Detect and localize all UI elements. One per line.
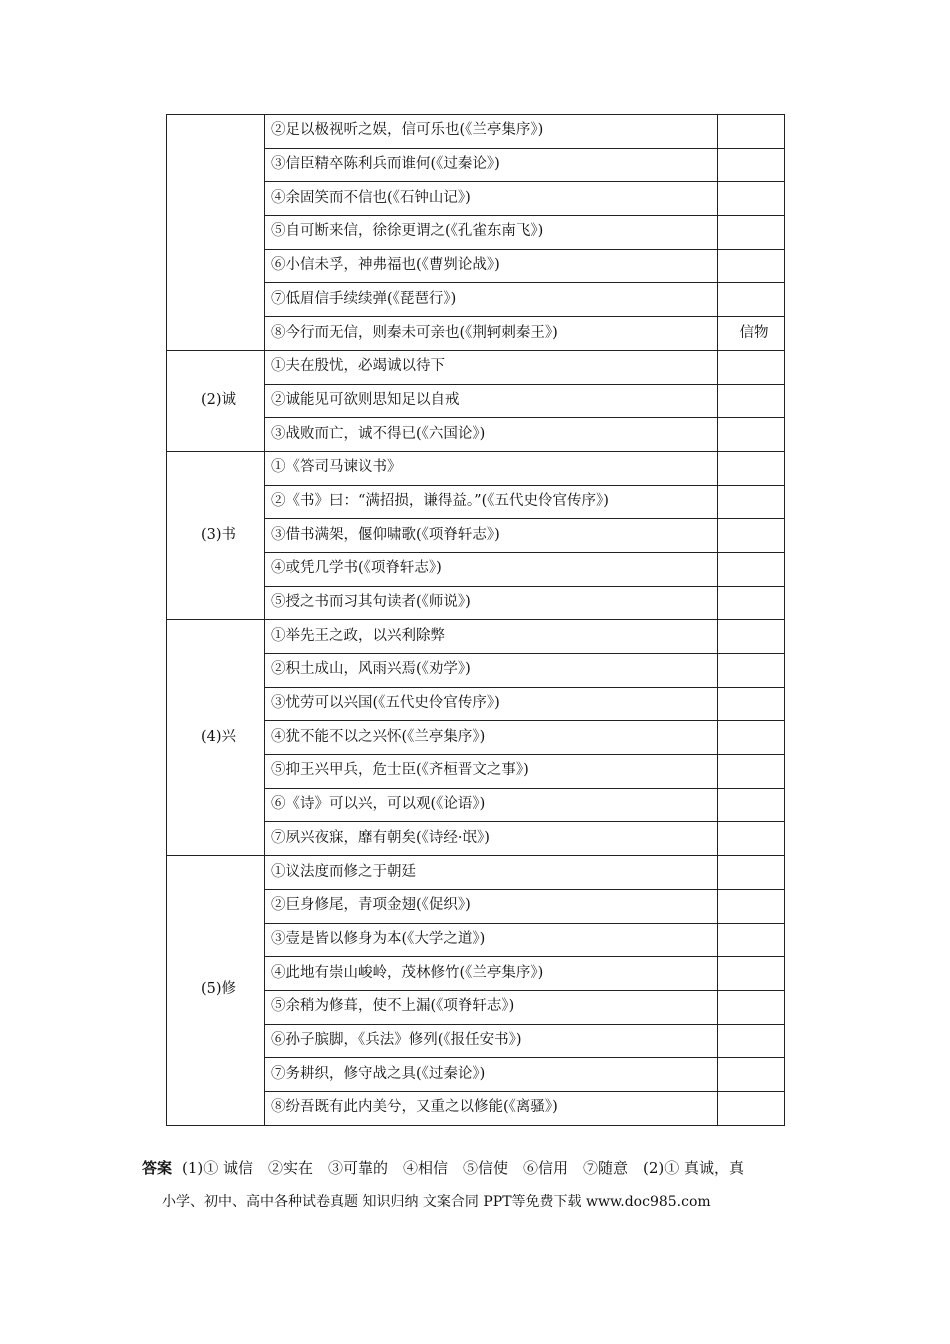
meaning-cell bbox=[718, 957, 785, 991]
meaning-cell bbox=[718, 249, 785, 283]
group-head: (3)书 bbox=[167, 451, 265, 619]
table-row bbox=[167, 620, 785, 654]
meaning-cell bbox=[718, 990, 785, 1024]
meaning-cell bbox=[718, 687, 785, 721]
meaning-cell bbox=[718, 283, 785, 317]
meaning-cell bbox=[718, 418, 785, 452]
example-sentence: ①夫在殷忧，必竭诚以待下 bbox=[265, 350, 718, 384]
meaning-cell bbox=[718, 856, 785, 890]
meaning-cell bbox=[718, 519, 785, 553]
group-head: (2)诚 bbox=[167, 350, 265, 451]
example-sentence: ④余固笑而不信也(《石钟山记》) bbox=[265, 182, 718, 216]
meaning-cell bbox=[718, 923, 785, 957]
answer-label: 答案 bbox=[142, 1159, 173, 1177]
vocabulary-table bbox=[166, 114, 785, 1126]
group-head: (5)修 bbox=[167, 856, 265, 1126]
meaning-cell bbox=[718, 755, 785, 789]
group-head: (4)兴 bbox=[167, 620, 265, 856]
meaning-cell bbox=[718, 485, 785, 519]
example-sentence: ②诚能见可欲则思知足以自戒 bbox=[265, 384, 718, 418]
example-sentence: ③战败而亡，诚不得已(《六国论》) bbox=[265, 418, 718, 452]
example-sentence: ④此地有崇山峻岭，茂林修竹(《兰亭集序》) bbox=[265, 957, 718, 991]
meaning-cell: 信物 bbox=[718, 317, 785, 351]
example-sentence: ⑥孙子膑脚，《兵法》修列(《报任安书》) bbox=[265, 1024, 718, 1058]
example-sentence: ④或凭几学书(《项脊轩志》) bbox=[265, 552, 718, 586]
example-sentence: ⑧今行而无信，则秦未可亲也(《荆轲刺秦王》) bbox=[265, 317, 718, 351]
meaning-cell bbox=[718, 384, 785, 418]
example-sentence: ④犹不能不以之兴怀(《兰亭集序》) bbox=[265, 721, 718, 755]
meaning-cell bbox=[718, 451, 785, 485]
example-sentence: ⑤抑王兴甲兵，危士臣(《齐桓晋文之事》) bbox=[265, 755, 718, 789]
meaning-cell bbox=[718, 586, 785, 620]
example-sentence: ⑦务耕织，修守战之具(《过秦论》) bbox=[265, 1058, 718, 1092]
table-row bbox=[167, 350, 785, 384]
meaning-cell bbox=[718, 115, 785, 149]
answer-text: (1)① 诚信 ②实在 ③可靠的 ④相信 ⑤信使 ⑥信用 ⑦随意 (2)① 真诚，真 bbox=[182, 1159, 745, 1177]
meaning-cell bbox=[718, 182, 785, 216]
example-sentence: ③壹是皆以修身为本(《大学之道》) bbox=[265, 923, 718, 957]
example-sentence: ②积土成山，风雨兴焉(《劝学》) bbox=[265, 654, 718, 688]
example-sentence: ③借书满架，偃仰啸歌(《项脊轩志》) bbox=[265, 519, 718, 553]
example-sentence: ⑤余稍为修葺，使不上漏(《项脊轩志》) bbox=[265, 990, 718, 1024]
example-sentence: ③忧劳可以兴国(《五代史伶官传序》) bbox=[265, 687, 718, 721]
meaning-cell bbox=[718, 350, 785, 384]
meaning-cell bbox=[718, 552, 785, 586]
footer-banner: 小学、初中、高中各种试卷真题 知识归纳 文案合同 PPT等免费下载 www.doc985.com bbox=[162, 1194, 711, 1210]
meaning-cell bbox=[718, 620, 785, 654]
example-sentence: ②《书》曰：“满招损，谦得益。”(《五代史伶官传序》) bbox=[265, 485, 718, 519]
table-row bbox=[167, 856, 785, 890]
group-head bbox=[167, 115, 265, 351]
meaning-cell bbox=[718, 148, 785, 182]
meaning-cell bbox=[718, 822, 785, 856]
meaning-cell bbox=[718, 1024, 785, 1058]
answer-line bbox=[142, 1157, 744, 1178]
meaning-cell bbox=[718, 721, 785, 755]
example-sentence: ⑤授之书而习其句读者(《师说》) bbox=[265, 586, 718, 620]
example-sentence: ⑤自可断来信，徐徐更谓之(《孔雀东南飞》) bbox=[265, 216, 718, 250]
meaning-cell bbox=[718, 1091, 785, 1125]
example-sentence: ⑥小信未孚，神弗福也(《曹刿论战》) bbox=[265, 249, 718, 283]
meaning-cell bbox=[718, 654, 785, 688]
example-sentence: ⑦低眉信手续续弹(《琵琶行》) bbox=[265, 283, 718, 317]
example-sentence: ①举先王之政，以兴利除弊 bbox=[265, 620, 718, 654]
example-sentence: ②足以极视听之娱，信可乐也(《兰亭集序》) bbox=[265, 115, 718, 149]
table-row bbox=[167, 115, 785, 149]
meaning-cell bbox=[718, 889, 785, 923]
example-sentence: ⑥《诗》可以兴，可以观(《论语》) bbox=[265, 788, 718, 822]
example-sentence: ⑧纷吾既有此内美兮，又重之以修能(《离骚》) bbox=[265, 1091, 718, 1125]
example-sentence: ①《答司马谏议书》 bbox=[265, 451, 718, 485]
example-sentence: ③信臣精卒陈利兵而谁何(《过秦论》) bbox=[265, 148, 718, 182]
meaning-cell bbox=[718, 1058, 785, 1092]
example-sentence: ①议法度而修之于朝廷 bbox=[265, 856, 718, 890]
example-sentence: ②巨身修尾，青项金翅(《促织》) bbox=[265, 889, 718, 923]
table-row bbox=[167, 451, 785, 485]
example-sentence: ⑦夙兴夜寐，靡有朝矣(《诗经·氓》) bbox=[265, 822, 718, 856]
meaning-cell bbox=[718, 216, 785, 250]
meaning-cell bbox=[718, 788, 785, 822]
